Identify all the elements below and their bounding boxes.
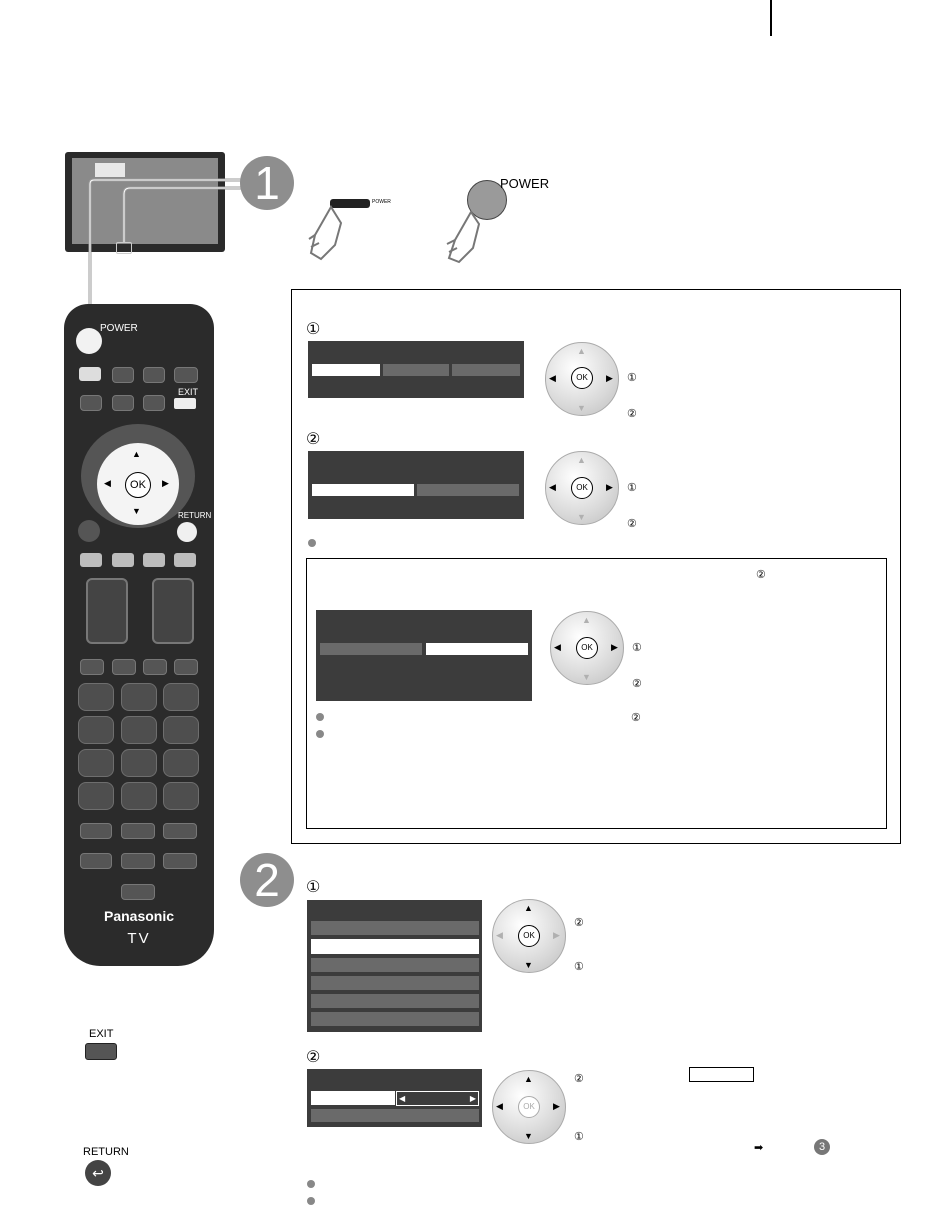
menu-item[interactable] <box>311 1109 479 1122</box>
substep-1-number: ① <box>306 879 321 896</box>
selector-left-icon[interactable]: ◀ <box>399 1094 406 1103</box>
remote-button[interactable] <box>121 823 155 839</box>
step-1-marker: 1 <box>240 156 294 210</box>
dpad-right-icon: ▶ <box>611 642 618 652</box>
remote-button[interactable] <box>163 853 197 869</box>
remote-number-key[interactable] <box>163 749 199 777</box>
remote-power-label: POWER <box>100 323 138 334</box>
callout-1: ① <box>627 372 637 384</box>
dpad-ok[interactable]: OK <box>518 925 540 947</box>
dpad-up-icon: ▲ <box>582 615 591 625</box>
menu-item[interactable] <box>311 994 479 1008</box>
page-top-rule <box>770 0 772 36</box>
dpad-down-icon: ▼ <box>577 403 586 413</box>
callout-2: ② <box>632 678 642 690</box>
callout-1: ① <box>574 1131 584 1143</box>
side-exit-label: EXIT <box>89 1028 114 1040</box>
remote-model: TV <box>127 930 151 947</box>
menu-option[interactable] <box>320 643 422 655</box>
dpad-left-icon: ◀ <box>496 930 503 940</box>
callout-2: ② <box>756 569 766 581</box>
note-bullet <box>307 1180 315 1188</box>
remote-button[interactable] <box>143 395 165 411</box>
remote-number-key[interactable] <box>78 749 114 777</box>
dpad-left-icon: ◀ <box>496 1101 503 1111</box>
callout-1: ① <box>627 482 637 494</box>
remote-button[interactable] <box>112 659 136 675</box>
remote-power-key-label: POWER <box>500 176 550 191</box>
remote-number-key[interactable] <box>121 716 157 744</box>
dpad-up-icon: ▲ <box>577 455 586 465</box>
note-bullet <box>316 713 324 721</box>
remote-button[interactable] <box>143 367 165 383</box>
remote-button[interactable] <box>112 367 134 383</box>
note-bullet <box>316 730 324 738</box>
remote-exit-button[interactable] <box>174 398 196 409</box>
side-return-icon[interactable]: ↩ <box>85 1160 111 1186</box>
remote-button[interactable] <box>80 853 112 869</box>
hand-press-icon <box>305 205 345 263</box>
highlight-box <box>689 1067 754 1082</box>
remote-button[interactable] <box>80 823 112 839</box>
remote-return-label: RETURN <box>178 511 212 520</box>
menu-item[interactable] <box>311 921 479 935</box>
remote-number-key[interactable] <box>121 782 157 810</box>
step-2-marker: 2 <box>240 853 294 907</box>
remote-options-button[interactable] <box>174 367 198 383</box>
remote-button[interactable] <box>121 884 155 900</box>
dpad-right-icon: ▶ <box>553 1101 560 1111</box>
menu-screen-3 <box>316 610 532 701</box>
dpad-up-icon: ▲ <box>524 903 533 913</box>
remote-right-icon[interactable]: ▶ <box>162 478 169 488</box>
callout-2: ② <box>627 518 637 530</box>
menu-option-selected[interactable] <box>426 643 528 655</box>
remote-power-button[interactable] <box>76 328 102 354</box>
dpad-down-icon: ▼ <box>577 512 586 522</box>
remote-light-button[interactable] <box>79 367 101 381</box>
remote-down-icon[interactable]: ▼ <box>132 506 141 516</box>
dpad-ok[interactable]: OK <box>571 477 593 499</box>
dpad-ok[interactable]: OK <box>518 1096 540 1118</box>
remote-return-button[interactable] <box>177 522 197 542</box>
menu-option[interactable] <box>452 364 520 376</box>
remote-color-button[interactable] <box>112 553 134 567</box>
menu-option-selected[interactable] <box>312 484 414 496</box>
hand-press-icon-2 <box>443 210 483 265</box>
remote-left-icon[interactable]: ◀ <box>104 478 111 488</box>
remote-button[interactable] <box>143 659 167 675</box>
selector-right-icon[interactable]: ▶ <box>469 1094 476 1103</box>
dpad-ok[interactable]: OK <box>571 367 593 389</box>
remote-brand: Panasonic <box>103 908 175 924</box>
setting-value-selector[interactable] <box>396 1091 479 1106</box>
callout-2: ② <box>574 1073 584 1085</box>
substep-2-number: ② <box>306 1049 321 1066</box>
side-exit-button[interactable] <box>85 1043 117 1060</box>
dpad-down-icon: ▼ <box>524 960 533 970</box>
dpad-down-icon: ▼ <box>582 672 591 682</box>
dpad-left-icon: ◀ <box>549 373 556 383</box>
menu-option-selected[interactable] <box>312 364 380 376</box>
callout-2: ② <box>627 408 637 420</box>
remote-number-key[interactable] <box>78 683 114 711</box>
step-3-ref: 3 <box>814 1139 830 1155</box>
menu-option[interactable] <box>383 364 449 376</box>
dpad-right-icon: ▶ <box>606 482 613 492</box>
remote-color-button[interactable] <box>143 553 165 567</box>
dpad-ok[interactable]: OK <box>576 637 598 659</box>
remote-volume-rocker[interactable] <box>86 578 128 644</box>
note-bullet <box>307 1197 315 1205</box>
remote-number-key[interactable] <box>163 782 199 810</box>
dpad-right-icon: ▶ <box>606 373 613 383</box>
remote-number-key[interactable] <box>163 716 199 744</box>
remote-button[interactable] <box>163 823 197 839</box>
remote-channel-rocker[interactable] <box>152 578 194 644</box>
callout-2: ② <box>574 917 584 929</box>
substep-2-number: ② <box>306 431 321 448</box>
callout-1: ① <box>632 642 642 654</box>
remote-number-key[interactable] <box>121 749 157 777</box>
dpad-up-icon: ▲ <box>577 346 586 356</box>
menu-item[interactable] <box>311 1012 479 1026</box>
remote-number-key[interactable] <box>78 782 114 810</box>
dpad-down-icon: ▼ <box>524 1131 533 1141</box>
dpad-right-icon: ▶ <box>553 930 560 940</box>
remote-up-icon[interactable]: ▲ <box>132 449 141 459</box>
remote-exit-label: EXIT <box>178 387 199 397</box>
remote-number-key[interactable] <box>163 683 199 711</box>
remote-round-button[interactable] <box>78 520 100 542</box>
menu-item[interactable] <box>311 976 479 990</box>
remote-button[interactable] <box>80 659 104 675</box>
menu-item-selected[interactable] <box>311 939 479 954</box>
remote-ok-button[interactable]: OK <box>125 472 151 498</box>
remote-button[interactable] <box>121 853 155 869</box>
dpad-left-icon: ◀ <box>549 482 556 492</box>
menu-option[interactable] <box>417 484 519 496</box>
tv-power-key-label: POWER <box>372 199 391 205</box>
menu-item[interactable] <box>311 958 479 972</box>
side-return-label: RETURN <box>83 1146 129 1158</box>
remote-number-key[interactable] <box>121 683 157 711</box>
callout-1: ① <box>574 961 584 973</box>
substep-1-number: ① <box>306 321 321 338</box>
callout-2: ② <box>631 712 641 724</box>
dpad-up-icon: ▲ <box>524 1074 533 1084</box>
remote-button[interactable] <box>80 395 102 411</box>
remote-color-button[interactable] <box>80 553 102 567</box>
note-bullet <box>308 539 316 547</box>
remote-number-key[interactable] <box>78 716 114 744</box>
remote-button[interactable] <box>174 659 198 675</box>
arrow-right-icon: ➡ <box>754 1142 764 1154</box>
setting-name-selected[interactable] <box>311 1091 395 1105</box>
remote-color-button[interactable] <box>174 553 196 567</box>
remote-button[interactable] <box>112 395 134 411</box>
dpad-left-icon: ◀ <box>554 642 561 652</box>
